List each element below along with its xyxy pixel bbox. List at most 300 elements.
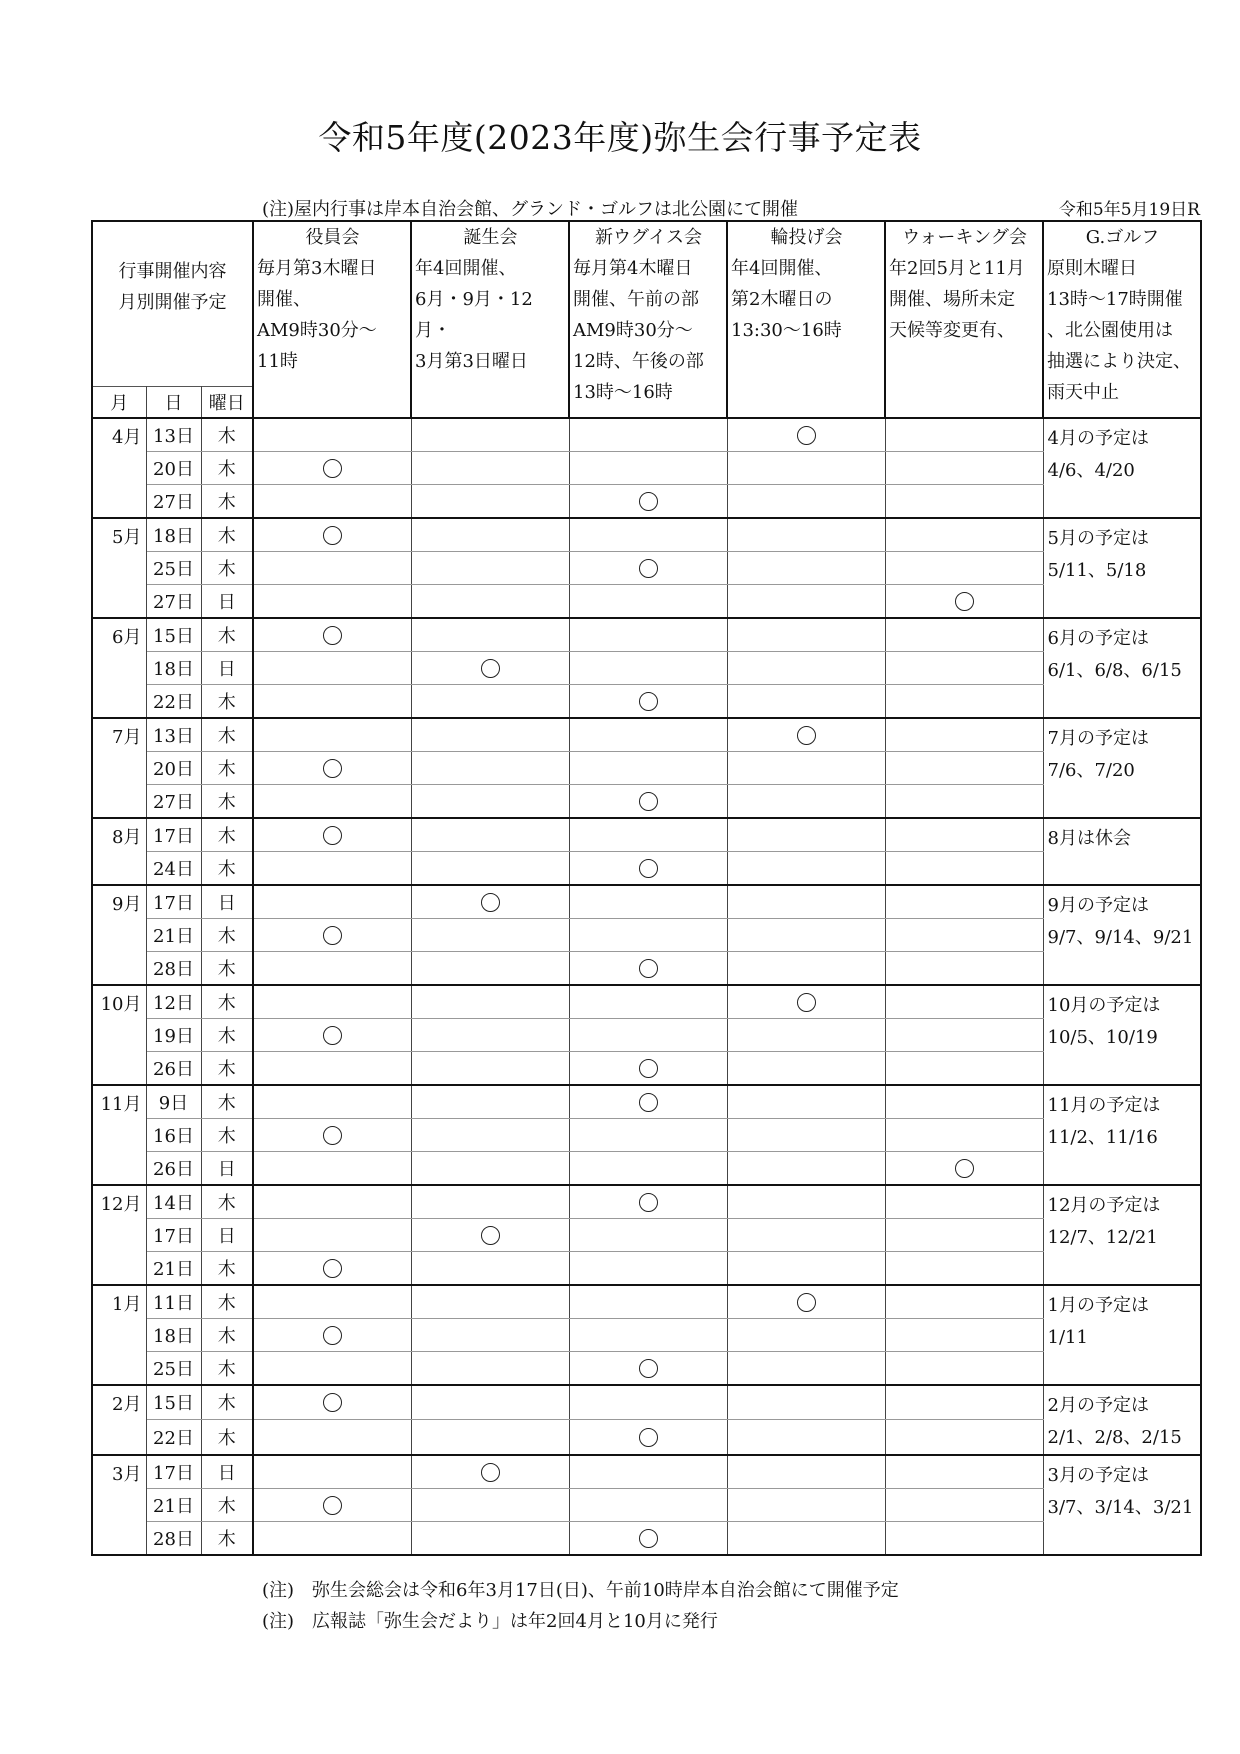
event-cell-uguisu [569,885,727,919]
scheduled-circle-icon [323,759,342,778]
event-cell-walking [885,1488,1043,1521]
event-cell-walking [885,584,1043,618]
event-cell-yakuinkai [253,1051,411,1085]
event-cell-tanjokai [411,1285,569,1319]
event-cell-uguisu [569,1151,727,1185]
weekday-cell: 木 [201,618,253,652]
event-desc-line: 天候等変更有、 [889,320,1015,341]
golf-schedule-line: 10/5、10/19 [1047,1026,1158,1048]
golf-schedule-line: 5月の予定は [1047,527,1149,549]
month-cell: 10月 [92,985,146,1085]
event-cell-uguisu [569,1218,727,1251]
weekday-cell: 木 [201,851,253,885]
day-cell: 26日 [146,1051,201,1085]
schedule-row [92,718,1201,752]
schedule-row [92,1488,1201,1521]
event-cell-yakuinkai [253,784,411,818]
event-cell-walking [885,618,1043,652]
event-cell-walking [885,985,1043,1019]
event-desc-line: 開催、午前の部 [573,289,699,310]
golf-schedule-cell [1043,618,1201,718]
event-cell-uguisu [569,718,727,752]
schedule-row [92,1051,1201,1085]
event-cell-wanage [727,1218,885,1251]
event-cell-wanage [727,418,885,452]
event-cell-walking [885,1218,1043,1251]
event-cell-yakuinkai [253,684,411,718]
event-cell-walking [885,1455,1043,1489]
event-cell-walking [885,1085,1043,1119]
event-cell-uguisu [569,618,727,652]
schedule-row [92,451,1201,484]
scheduled-circle-icon [639,959,658,978]
weekday-cell: 木 [201,1018,253,1051]
schedule-row [92,951,1201,985]
golf-schedule-line: 7/6、7/20 [1047,759,1135,781]
event-cell-tanjokai [411,451,569,484]
weekday-cell: 木 [201,1251,253,1285]
golf-schedule-cell [1043,818,1201,885]
weekday-cell: 木 [201,718,253,752]
event-cell-yakuinkai [253,818,411,852]
schedule-table [91,220,1202,1556]
event-desc-line: 年2回5月と11月 [889,258,1025,279]
event-cell-wanage [727,551,885,584]
day-cell: 21日 [146,1488,201,1521]
event-cell-walking [885,451,1043,484]
event-cell-wanage [727,618,885,652]
golf-schedule-line: 4月の予定は [1047,427,1149,449]
event-cell-uguisu [569,551,727,584]
schedule-row [92,684,1201,718]
event-cell-wanage [727,1351,885,1385]
weekday-cell: 木 [201,951,253,985]
weekday-cell: 木 [201,1185,253,1219]
day-cell: 27日 [146,584,201,618]
day-cell: 19日 [146,1018,201,1051]
header-intro [92,221,253,386]
schedule-row [92,818,1201,852]
event-cell-tanjokai [411,1420,569,1455]
golf-schedule-line: 6月の予定は [1047,627,1149,649]
weekday-cell: 木 [201,985,253,1019]
event-cell-uguisu [569,1285,727,1319]
golf-schedule-line: 2月の予定は [1047,1394,1149,1416]
event-cell-tanjokai [411,951,569,985]
month-cell: 4月 [92,418,146,518]
golf-schedule-line: 9/7、9/14、9/21 [1047,926,1194,948]
event-cell-uguisu [569,1455,727,1489]
revision-date: 令和5年5月19日R [1058,200,1200,220]
day-cell: 22日 [146,684,201,718]
event-cell-walking [885,1018,1043,1051]
day-cell: 9日 [146,1085,201,1119]
event-cell-walking [885,1151,1043,1185]
event-cell-walking [885,1521,1043,1555]
event-cell-walking [885,1051,1043,1085]
event-cell-walking [885,951,1043,985]
event-cell-walking [885,1118,1043,1151]
event-cell-yakuinkai [253,918,411,951]
event-cell-uguisu [569,1018,727,1051]
month-cell: 6月 [92,618,146,718]
schedule-row [92,918,1201,951]
event-desc-line: AM9時30分～ [573,320,693,341]
schedule-row [92,1318,1201,1351]
event-cell-tanjokai [411,851,569,885]
event-cell-uguisu [569,584,727,618]
day-cell: 12日 [146,985,201,1019]
event-cell-uguisu [569,484,727,518]
month-cell: 8月 [92,818,146,885]
golf-schedule-line: 4/6、4/20 [1047,459,1135,481]
event-cell-yakuinkai [253,418,411,452]
weekday-cell: 木 [201,1351,253,1385]
month-cell: 5月 [92,518,146,618]
schedule-row [92,851,1201,885]
event-cell-uguisu [569,1118,727,1151]
day-cell: 27日 [146,784,201,818]
event-desc-line: 12時、午後の部 [573,351,704,372]
event-cell-walking [885,1185,1043,1219]
day-cell: 25日 [146,551,201,584]
event-cell-walking [885,751,1043,784]
event-cell-wanage [727,484,885,518]
golf-schedule-line: 12/7、12/21 [1047,1226,1158,1248]
day-cell: 17日 [146,818,201,852]
scheduled-circle-icon [481,1226,500,1245]
event-cell-walking [885,484,1043,518]
schedule-row [92,1521,1201,1555]
event-name: 新ウグイス会 [595,227,702,248]
day-cell: 27日 [146,484,201,518]
event-desc-line: AM9時30分～ [257,320,377,341]
schedule-body [92,221,1201,1555]
day-cell: 22日 [146,1420,201,1455]
weekday-cell: 木 [201,784,253,818]
event-cell-tanjokai [411,818,569,852]
event-cell-tanjokai [411,1251,569,1285]
scheduled-circle-icon [639,1093,658,1112]
footnote-newsletter: (注) 広報誌「弥生会だより」は年2回4月と10月に発行 [262,1611,718,1632]
scheduled-circle-icon [639,1428,658,1447]
event-cell-walking [885,918,1043,951]
event-cell-wanage [727,1151,885,1185]
event-cell-walking [885,851,1043,885]
event-cell-wanage [727,1285,885,1319]
event-cell-wanage [727,1318,885,1351]
golf-schedule-line: 9月の予定は [1047,894,1149,916]
event-cell-tanjokai [411,1185,569,1219]
event-cell-uguisu [569,1318,727,1351]
event-cell-tanjokai [411,784,569,818]
day-cell: 28日 [146,1521,201,1555]
schedule-row [92,1151,1201,1185]
month-cell: 7月 [92,718,146,818]
event-desc-line: 抽選により決定、 [1047,351,1191,372]
day-cell: 18日 [146,651,201,684]
golf-schedule-line: 1月の予定は [1047,1294,1149,1316]
day-cell: 17日 [146,1455,201,1489]
event-cell-wanage [727,1488,885,1521]
golf-schedule-cell [1043,985,1201,1085]
venue-note: (注)屋内行事は岸本自治会館、グランド・ゴルフは北公園にて開催 [262,199,799,220]
weekday-cell: 木 [201,751,253,784]
weekday-cell: 木 [201,1051,253,1085]
event-desc-line: 年4回開催、 [415,258,517,279]
event-cell-wanage [727,1051,885,1085]
scheduled-circle-icon [481,893,500,912]
day-cell: 20日 [146,451,201,484]
golf-schedule-line: 2/1、2/8、2/15 [1047,1426,1182,1448]
day-cell: 20日 [146,751,201,784]
event-cell-uguisu [569,1351,727,1385]
scheduled-circle-icon [323,1326,342,1345]
event-cell-yakuinkai [253,1351,411,1385]
weekday-cell: 日 [201,885,253,919]
golf-schedule-line: 1/11 [1047,1326,1088,1348]
header-intro-line2: 月別開催予定 [118,292,227,313]
day-cell: 26日 [146,1151,201,1185]
event-cell-yakuinkai [253,618,411,652]
scheduled-circle-icon [323,1026,342,1045]
header-event-yakuinkai [253,221,411,418]
event-cell-yakuinkai [253,1420,411,1455]
event-cell-walking [885,1251,1043,1285]
event-cell-walking [885,551,1043,584]
event-desc-line: 13:30～16時 [731,320,842,341]
event-cell-wanage [727,718,885,752]
weekday-cell: 木 [201,818,253,852]
golf-schedule-cell [1043,885,1201,985]
event-cell-yakuinkai [253,1018,411,1051]
schedule-row [92,1385,1201,1420]
golf-schedule-cell [1043,418,1201,518]
event-cell-tanjokai [411,1218,569,1251]
event-cell-yakuinkai [253,751,411,784]
golf-schedule-line: 11/2、11/16 [1047,1126,1158,1148]
day-cell: 21日 [146,918,201,951]
event-desc-line: 年4回開催、 [731,258,833,279]
event-cell-wanage [727,584,885,618]
event-name: 輪投げ会 [770,227,843,248]
day-cell: 13日 [146,418,201,452]
day-cell: 11日 [146,1285,201,1319]
weekday-cell: 木 [201,1085,253,1119]
schedule-row [92,518,1201,552]
event-cell-uguisu [569,1185,727,1219]
event-cell-uguisu [569,418,727,452]
weekday-cell: 日 [201,1218,253,1251]
event-cell-tanjokai [411,718,569,752]
schedule-row [92,784,1201,818]
event-cell-wanage [727,651,885,684]
event-cell-walking [885,818,1043,852]
event-cell-uguisu [569,1521,727,1555]
event-cell-uguisu [569,1488,727,1521]
event-cell-yakuinkai [253,484,411,518]
event-cell-wanage [727,684,885,718]
scheduled-circle-icon [323,1126,342,1145]
golf-schedule-line: 10月の予定は [1047,994,1161,1016]
event-cell-walking [885,1351,1043,1385]
event-cell-tanjokai [411,418,569,452]
day-cell: 15日 [146,1385,201,1420]
event-cell-uguisu [569,518,727,552]
golf-schedule-cell [1043,1385,1201,1455]
event-cell-yakuinkai [253,1218,411,1251]
event-cell-yakuinkai [253,718,411,752]
header-event-tanjokai [411,221,569,418]
event-cell-yakuinkai [253,985,411,1019]
day-cell: 17日 [146,885,201,919]
event-cell-walking [885,1285,1043,1319]
schedule-row [92,1018,1201,1051]
event-cell-walking [885,518,1043,552]
event-cell-uguisu [569,951,727,985]
event-cell-wanage [727,1521,885,1555]
event-cell-uguisu [569,918,727,951]
event-cell-tanjokai [411,684,569,718]
header-intro-line1: 行事開催内容 [118,261,227,282]
schedule-row [92,751,1201,784]
event-cell-tanjokai [411,651,569,684]
event-cell-tanjokai [411,1488,569,1521]
event-cell-yakuinkai [253,1118,411,1151]
header-event-uguisu [569,221,727,418]
event-cell-tanjokai [411,1351,569,1385]
month-cell: 3月 [92,1455,146,1555]
schedule-row [92,1420,1201,1455]
day-cell: 14日 [146,1185,201,1219]
event-desc-line: 雨天中止 [1047,382,1119,403]
day-cell: 18日 [146,1318,201,1351]
event-cell-uguisu [569,1251,727,1285]
scheduled-circle-icon [797,726,816,745]
event-cell-uguisu [569,1420,727,1455]
event-cell-tanjokai [411,918,569,951]
scheduled-circle-icon [481,1463,500,1482]
weekday-cell: 木 [201,451,253,484]
event-cell-wanage [727,518,885,552]
event-cell-wanage [727,985,885,1019]
schedule-row [92,418,1201,452]
event-cell-wanage [727,1455,885,1489]
event-desc-line: 13時～16時 [573,382,673,403]
event-cell-uguisu [569,1085,727,1119]
schedule-row [92,618,1201,652]
event-cell-tanjokai [411,751,569,784]
scheduled-circle-icon [323,1393,342,1412]
schedule-row [92,885,1201,919]
weekday-cell: 木 [201,418,253,452]
event-cell-yakuinkai [253,1151,411,1185]
header-event-wanage [727,221,885,418]
event-cell-yakuinkai [253,1185,411,1219]
event-cell-tanjokai [411,1051,569,1085]
month-cell: 1月 [92,1285,146,1385]
event-cell-tanjokai [411,1455,569,1489]
scheduled-circle-icon [323,826,342,845]
weekday-cell: 木 [201,684,253,718]
event-cell-walking [885,418,1043,452]
event-desc-line: 、北公園使用は [1047,320,1173,341]
schedule-row [92,551,1201,584]
schedule-row [92,1085,1201,1119]
weekday-cell: 日 [201,584,253,618]
event-cell-uguisu [569,985,727,1019]
event-cell-wanage [727,851,885,885]
event-name: ウォーキング会 [902,227,1027,248]
event-cell-tanjokai [411,885,569,919]
event-cell-wanage [727,1185,885,1219]
day-cell: 24日 [146,851,201,885]
day-cell: 17日 [146,1218,201,1251]
scheduled-circle-icon [639,1193,658,1212]
golf-schedule-cell [1043,518,1201,618]
event-cell-walking [885,885,1043,919]
event-cell-uguisu [569,1385,727,1420]
event-cell-wanage [727,918,885,951]
event-cell-tanjokai [411,1085,569,1119]
event-cell-tanjokai [411,985,569,1019]
golf-schedule-cell [1043,1285,1201,1385]
event-cell-wanage [727,1251,885,1285]
event-cell-wanage [727,1085,885,1119]
event-desc-line: 原則木曜日 [1047,258,1137,279]
event-cell-yakuinkai [253,951,411,985]
golf-schedule-cell [1043,1085,1201,1185]
scheduled-circle-icon [323,926,342,945]
page-title: 令和5年度(2023年度)弥生会行事予定表 [318,118,922,157]
golf-schedule-line: 7月の予定は [1047,727,1149,749]
event-desc-line: 13時～17時開催 [1047,289,1183,310]
day-cell: 25日 [146,1351,201,1385]
event-cell-tanjokai [411,518,569,552]
month-cell: 9月 [92,885,146,985]
scheduled-circle-icon [797,1293,816,1312]
event-cell-wanage [727,1018,885,1051]
golf-schedule-line: 3月の予定は [1047,1464,1149,1486]
scheduled-circle-icon [323,1259,342,1278]
event-cell-walking [885,1385,1043,1420]
event-cell-walking [885,684,1043,718]
scheduled-circle-icon [481,659,500,678]
event-cell-tanjokai [411,618,569,652]
month-cell: 12月 [92,1185,146,1285]
event-cell-uguisu [569,851,727,885]
golf-schedule-line: 11月の予定は [1047,1094,1161,1116]
event-cell-uguisu [569,818,727,852]
weekday-cell: 日 [201,1455,253,1489]
event-desc-line: 6月・9月・12月・ [415,289,533,341]
event-desc-line: 開催、場所未定 [889,289,1015,310]
event-cell-wanage [727,885,885,919]
event-cell-yakuinkai [253,1318,411,1351]
event-desc-line: 第2木曜日の [731,289,833,310]
header-row [92,221,1201,386]
event-name: G.ゴルフ [1085,227,1160,248]
weekday-cell: 日 [201,1151,253,1185]
event-desc-line: 開催、 [257,289,311,310]
scheduled-circle-icon [323,526,342,545]
schedule-row [92,1455,1201,1489]
schedule-row [92,584,1201,618]
event-cell-uguisu [569,751,727,784]
schedule-row [92,985,1201,1019]
event-desc-line: 11時 [257,351,298,372]
event-cell-walking [885,1420,1043,1455]
